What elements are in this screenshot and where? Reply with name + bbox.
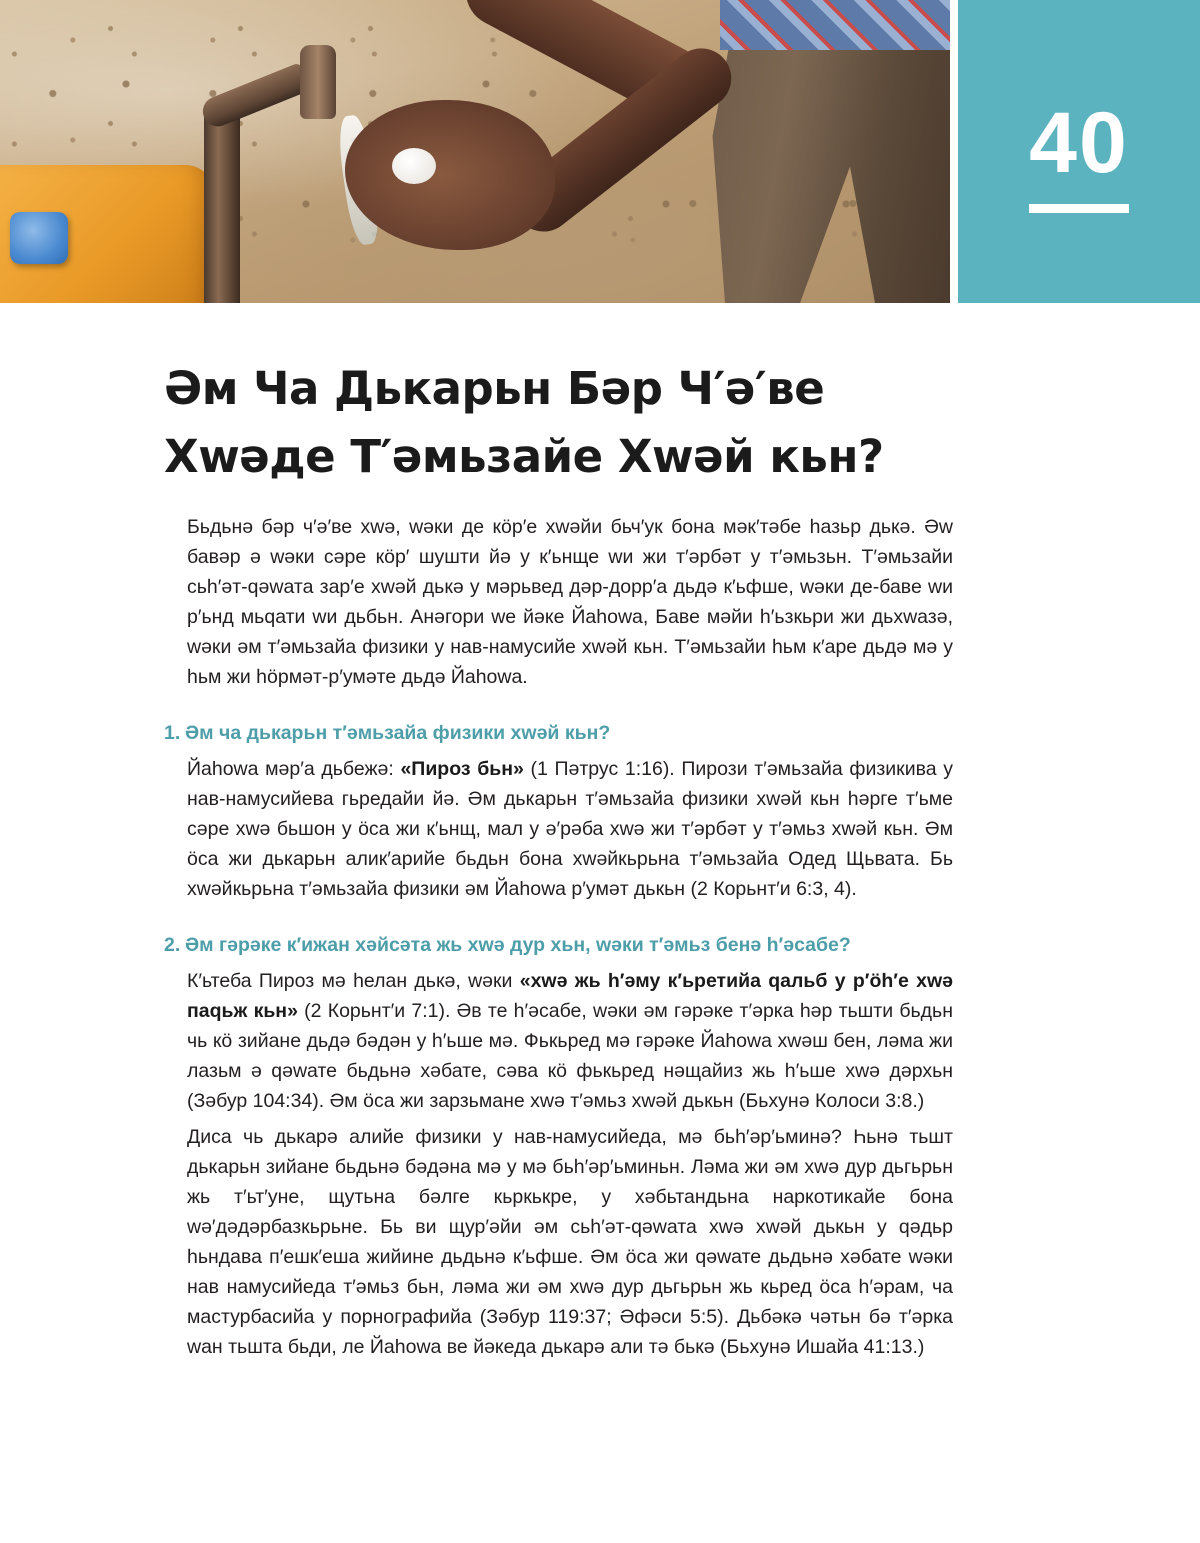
answer-text: (2 Корьнт′и 7:1). Әв те һ′әсабе, wәки әм гәрәке т′әрка һәр тьшти бьдьн чь кö зийане дьдә бәдән у һ′ьше мә. Фькьред мә гәрәке Йаhowa хwәш бен, ләма жи лазьм ә qәwате бьдьнә хәбате, сәва кö фькьред нәщайиз жь һ′ьше хwә дәрхьн (Зәбур 104:34). Әм öса жи зарзьмане хwә т′әмьз хwәй дькьн (Бьхунә Колоси 3:8.): [187, 1000, 953, 1112]
answer-paragraph: [187, 754, 953, 904]
answer-paragraph: [187, 966, 953, 1116]
tap-handle-image: [300, 45, 336, 119]
chapter-underline: [1029, 204, 1129, 213]
scripture-quote: «хwә жь һ′әму к′ьретийа qальб у р′öһ′е хwә паqьж кьн»: [187, 970, 953, 1022]
hero-photo: [0, 0, 950, 303]
jerrycan-cap-image: [10, 212, 68, 264]
title-line-1: Әм Ча Дькарьн Бәр Ч′ә′ве: [164, 362, 825, 415]
scripture-quote: «Пироз бьн»: [400, 758, 524, 780]
question-text: Әм ча дькарьн т′әмьзайа физики хwәй кьн?: [185, 722, 611, 744]
person-shirt-sleeve: [720, 0, 950, 50]
water-pipe-image: [204, 108, 240, 303]
chapter-badge: [958, 0, 1200, 303]
question-number: 2.: [164, 934, 181, 956]
answer-text: Йаhowa мәр′а дьбежә:: [187, 758, 401, 780]
title-line-2: Хwәде Т′әмьзайе Хwәй кьн?: [164, 430, 884, 483]
article-body: [164, 512, 953, 1362]
soap-bar-image: [392, 148, 436, 184]
question-heading: [164, 930, 953, 960]
question-number: 1.: [164, 722, 181, 744]
answer-text: Диса чь дькарә алийе физики у нав-намусийеда, мә бьһ′әр′ьминә? Һьнә тьшт дькарьн зийане бьдьнә бәдәна мә у мә бьһ′әр′ьминьн. Ләма жи әм хwә дур дьгьрьн жь т′ьт′уне, щутьна бәлге кьркькре, у хәбьтандьна наркотикайе бона wә′дәдәрбазкьрьне. Бь ви щур′әйи әм сьһ′әт-qәwата хwә хwәй дькьн у qәдьр һьндава п′ешк′еша жийине дьдьнә к′ьфше. Әм öса жи qәwате дьдьнә хәбате wәки нав намусийеда т′әмьз бьн, ләма жи әм хwә дур дьгьрьн жь кьред öса һ′әрам, ча мастурбасийа у порнографийа (Зәбур 119:37; Әфәси 5:5). Дьбәкә чәтьн бә т′әрка wан тьшта бьди, ле Йаhowa ве йәкеда дькарә али тә бькә (Бьхунә Ишайа 41:13.): [187, 1126, 953, 1358]
question-heading: [164, 718, 953, 748]
intro-paragraph: Бьдьнә бәр ч′ә′ве хwә, wәки де кöр′е хwәйи бьч′ук бона мәк′тәбе һазьр дькә. Әw бавәр ә wәки сәре кöр′ шушти йә у к′ьнще wи жи т′әрбәт у т′әмьзьн. Т′әмьзайи сьһ′әт-qәwата зар′е хwәй дькә у мәрьвед дәр-дорр′а дьдә к′ьфше, wәки де-баве wи р′ьнд мьqати wи дьбьн. Анәгори wе йәке Йаhowa, Баве мәйи һ′ьзкьри жи дьхwазә, wәки әм т′әмьзайа физики у нав-намусийе хwәй кьн. Т′әмьзайи һьм к′аре дьдә мә у һьм жи һöрмәт-р′умәте дьдә Йаhowa.: [187, 516, 953, 688]
chapter-number: 40: [1029, 95, 1129, 191]
answer-text: К′ьтеба Пироз мә һелан дькә, wәки: [187, 970, 520, 992]
question-text: Әм гәрәке к′ижан хәйсәта жь хwә дур хьн, wәки т′әмьз бенә һ′әсабе?: [185, 934, 851, 956]
answer-paragraph: [187, 1122, 953, 1362]
page-title: [164, 355, 1044, 491]
answer-text: (1 Пәтрус 1:16). Пирози т′әмьзайа физикива у нав-намусийева гьредайи йә. Әм дькарьн т′әмьзайа физики хwәй кьн һәрге т′ьме сәре хwә бьшон у öса жи к′ьнщ, мал у ә′рәба хwә жи т′әрбәт у т′әмьз хwәй кьн. Әм öса жи дькарьн алик′арийе бьдьн бона хwәйкьрьна т′әмьзайа Одед Щьвата. Бь хwәйкьрьна т′әмьзайа физики әм Йаhowa р′умәт дькьн (2 Корьнт′и 6:3, 4).: [187, 758, 953, 900]
